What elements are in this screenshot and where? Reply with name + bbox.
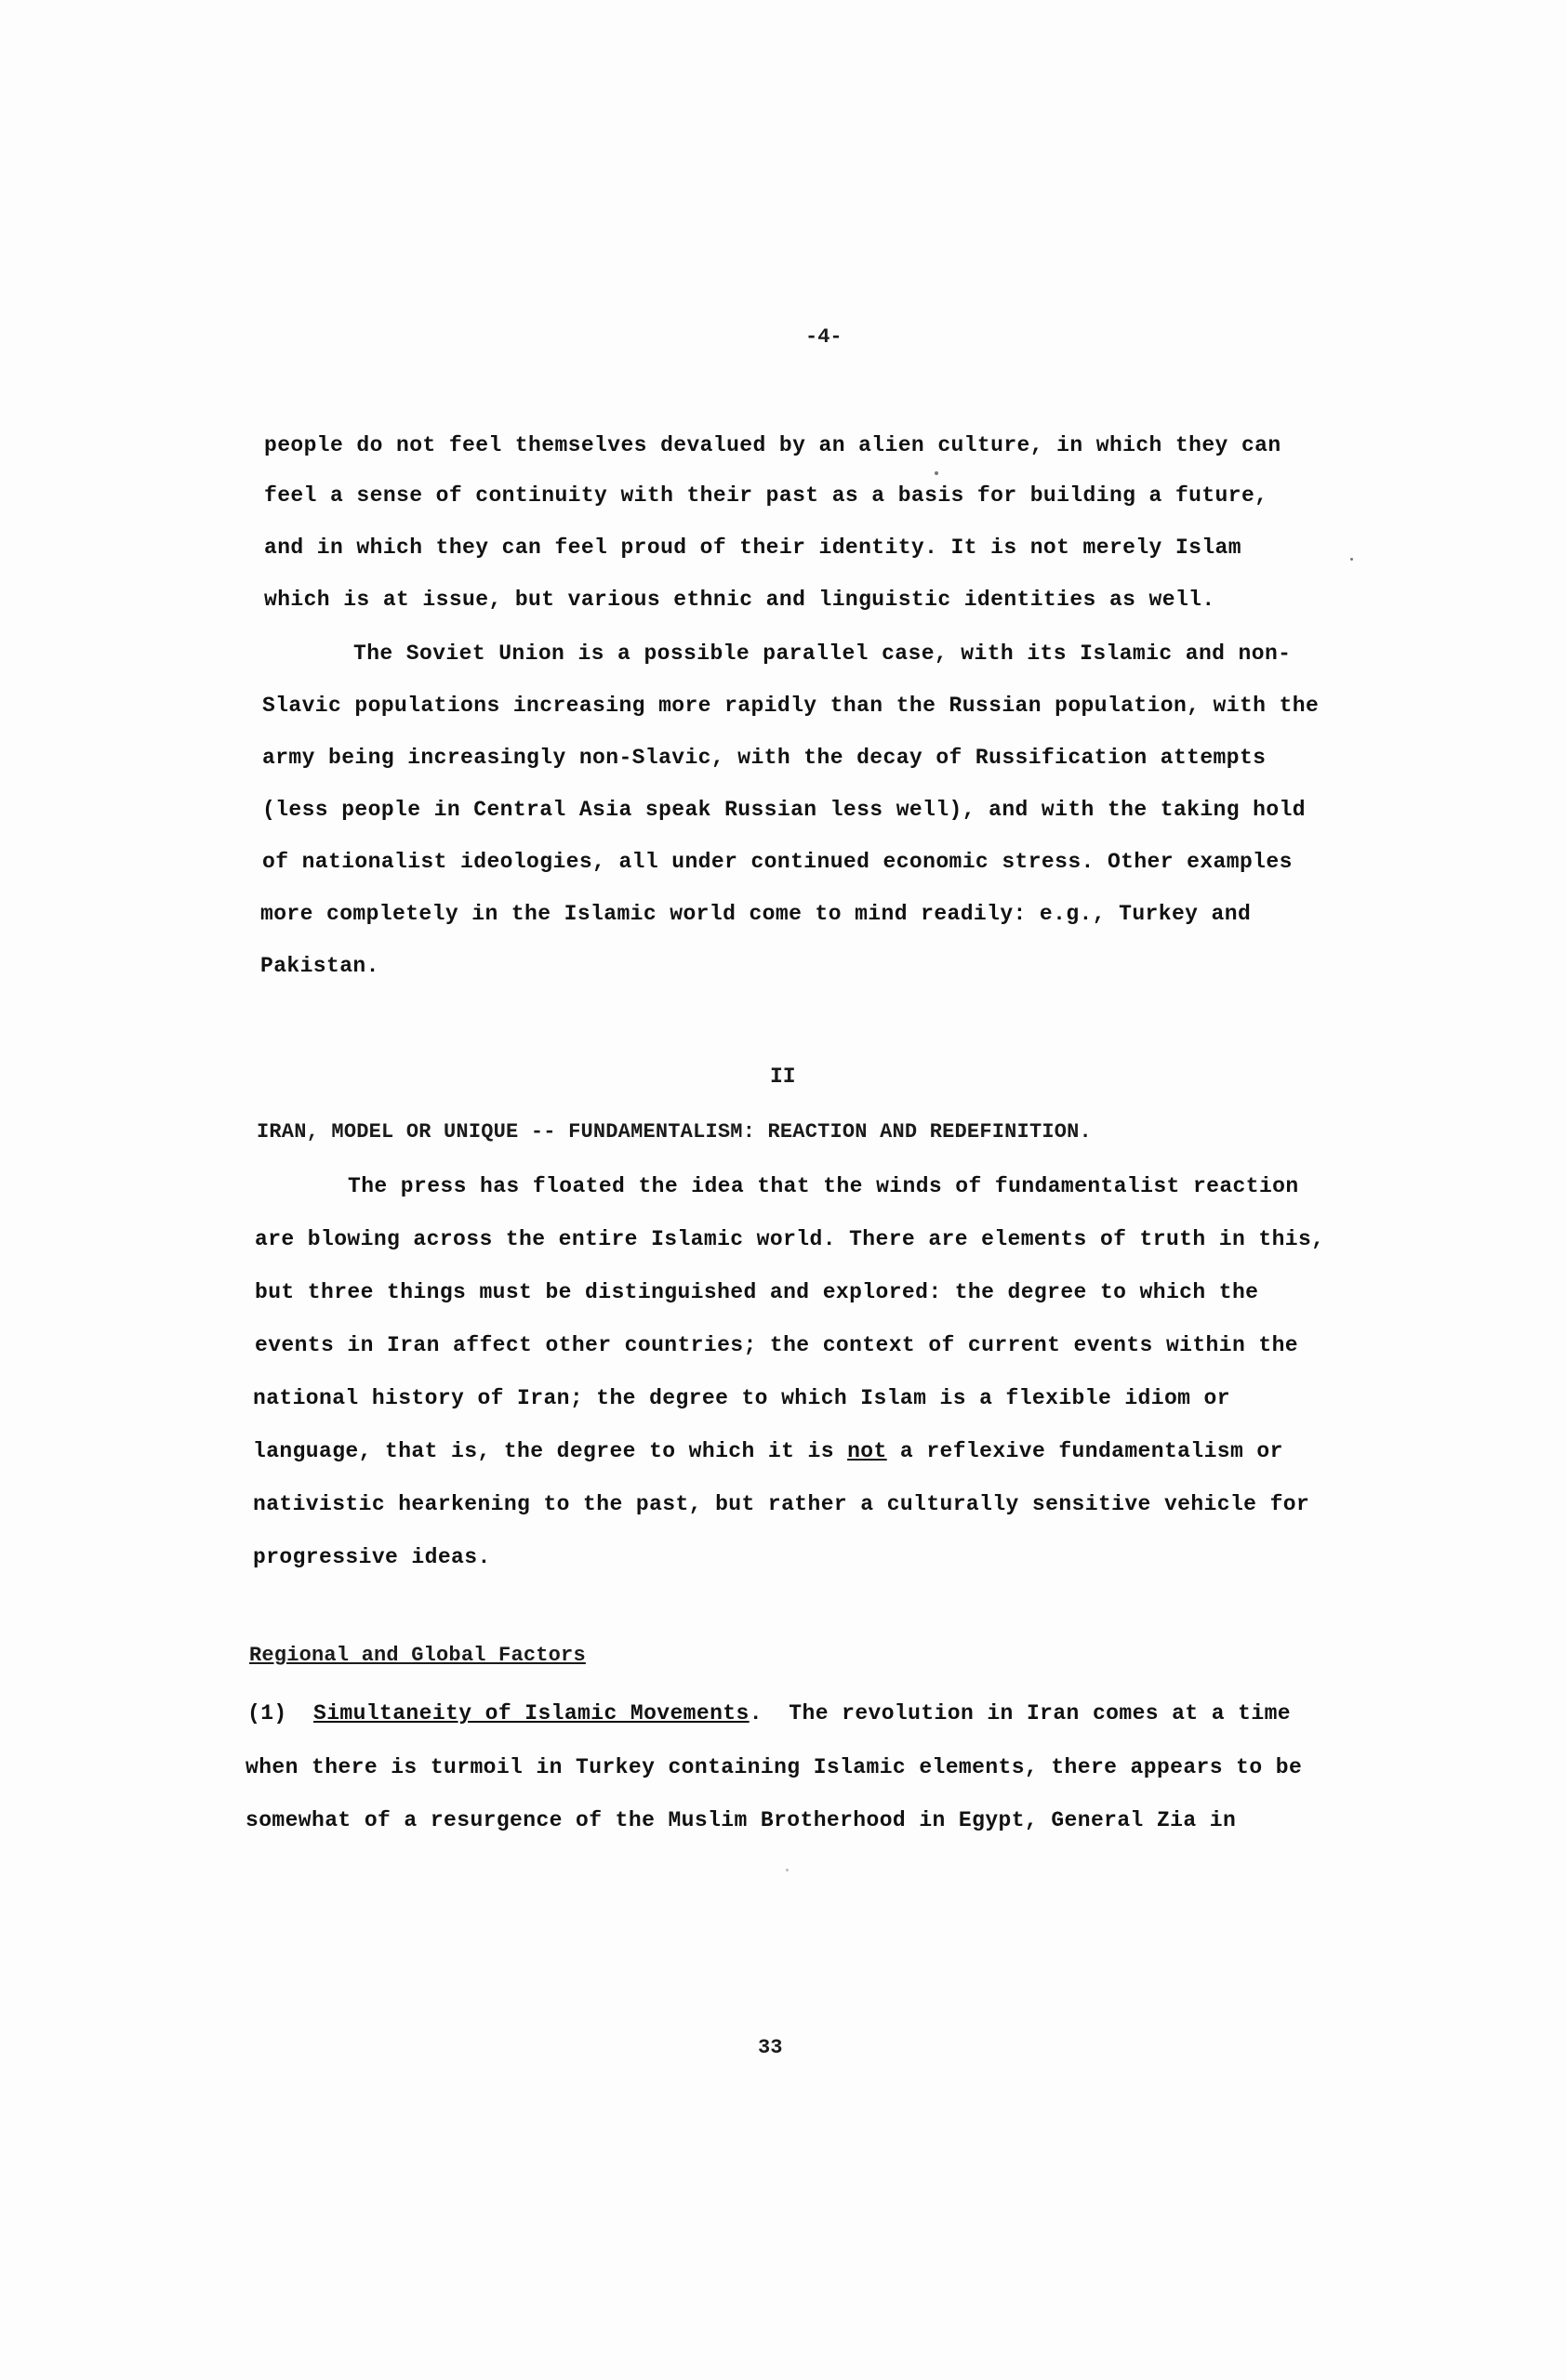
item-title: Simultaneity of Islamic Movements <box>313 1701 750 1726</box>
text-line: The press has floated the idea that the winds of fundamentalist reaction <box>348 1174 1299 1198</box>
text-line: army being increasingly non-Slavic, with the decay of Russification attempts <box>262 746 1267 770</box>
section-title <box>257 1120 1092 1144</box>
text-line: (less people in Central Asia speak Russian less well), and with the taking hold <box>262 798 1306 822</box>
text-line <box>253 1439 1283 1463</box>
section-title-part2: FUNDAMENTALISM: REACTION AND REDEFINITION. <box>568 1120 1092 1144</box>
section-numeral: II <box>770 1064 796 1089</box>
emphasis-not: not <box>847 1439 887 1463</box>
text-fragment: language, that is, the degree to which it is <box>253 1439 848 1463</box>
text-line: but three things must be distinguished and explored: the degree to which the <box>255 1280 1259 1304</box>
text-line: are blowing across the entire Islamic world. There are elements of truth in this, <box>255 1227 1325 1251</box>
text-line: which is at issue, but various ethnic and linguistic identities as well. <box>264 588 1215 612</box>
subsection-title: Regional and Global Factors <box>249 1644 586 1667</box>
text-line: Slavic populations increasing more rapidly than the Russian population, with the <box>262 694 1320 718</box>
text-line: when there is turmoil in Turkey containing Islamic elements, there appears to be <box>246 1755 1303 1779</box>
item-title-end: . <box>749 1701 763 1726</box>
text-line: Pakistan. <box>260 954 379 978</box>
text-line: events in Iran affect other countries; the context of current events within the <box>255 1333 1298 1357</box>
item-text: The revolution in Iran comes at a time <box>762 1701 1291 1726</box>
text-line: somewhat of a resurgence of the Muslim Brotherhood in Egypt, General Zia in <box>246 1808 1237 1832</box>
text-line: The Soviet Union is a possible parallel case, with its Islamic and non- <box>353 641 1292 666</box>
text-fragment: a reflexive fundamentalism or <box>886 1439 1283 1463</box>
scan-speck <box>1350 558 1353 561</box>
item-number: (1) <box>247 1701 287 1726</box>
text-line: and in which they can feel proud of their identity. It is not merely Islam <box>264 536 1241 560</box>
text-line: nativistic hearkening to the past, but rather a culturally sensitive vehicle for <box>253 1492 1310 1516</box>
list-item-first-line <box>247 1701 1291 1726</box>
section-title-separator: -- <box>518 1120 569 1144</box>
text-line: feel a sense of continuity with their past as a basis for building a future, <box>264 483 1268 508</box>
scan-speck <box>935 471 938 475</box>
text-line: more completely in the Islamic world come to mind readily: e.g., Turkey and <box>260 902 1252 926</box>
page-number: 33 <box>758 2036 783 2059</box>
text-line: progressive ideas. <box>253 1545 491 1569</box>
page-marker: -4- <box>805 325 843 349</box>
text-line: people do not feel themselves devalued by an alien culture, in which they can <box>264 433 1281 457</box>
text-line: national history of Iran; the degree to which Islam is a flexible idiom or <box>253 1386 1230 1410</box>
text-line: of nationalist ideologies, all under continued economic stress. Other examples <box>262 850 1293 874</box>
section-title-part1: IRAN, MODEL OR UNIQUE <box>257 1120 519 1144</box>
scan-speck <box>786 1869 789 1871</box>
